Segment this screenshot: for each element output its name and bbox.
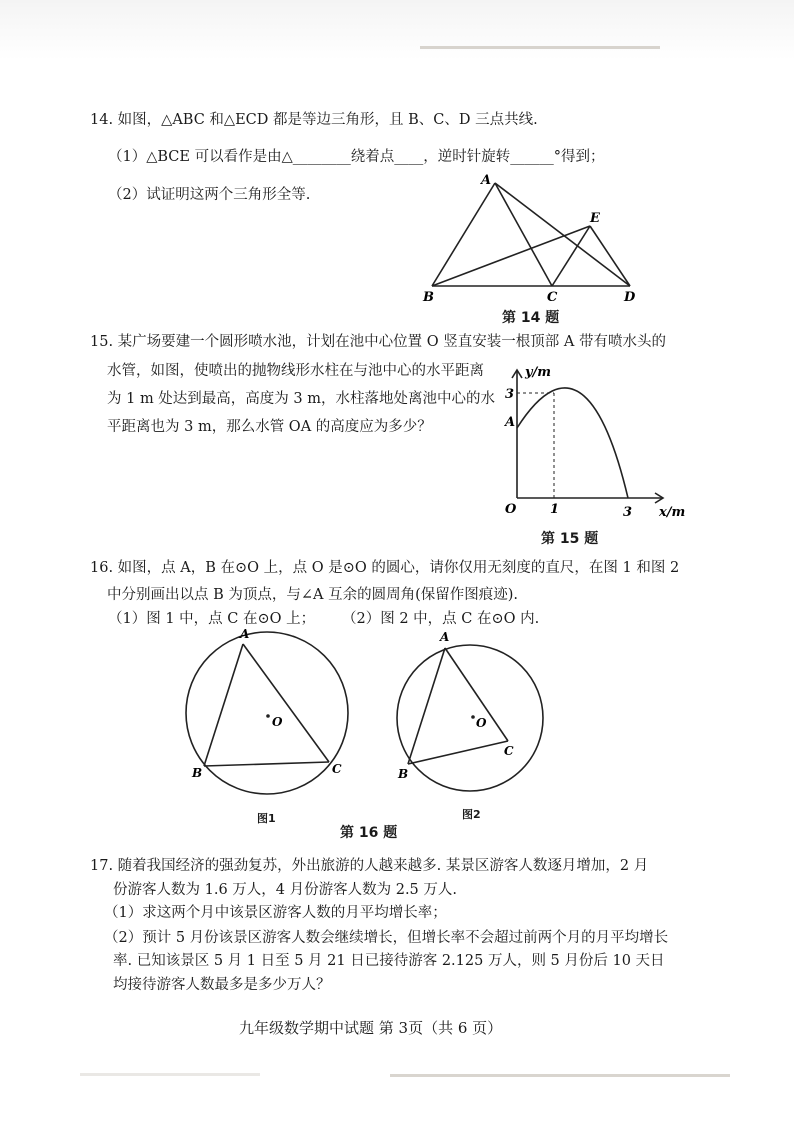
- q14-part1: （1）△BCE 可以看作是由△________绕着点____，逆时针旋转______°得到；: [108, 149, 605, 165]
- q16-part2: （2）图 2 中，点 C 在⊙O 内.: [342, 611, 540, 627]
- fig2-caption: 图2: [462, 808, 481, 821]
- q16-figure-2: [390, 628, 560, 808]
- q17-line1: 17. 随着我国经济的强劲复苏，外出旅游的人越来越多. 某景区游客人数逐月增加，2 月: [90, 858, 649, 874]
- q16-part1: （1）图 1 中，点 C 在⊙O 上；: [108, 611, 316, 627]
- q17-line4: （2）预计 5 月份该景区游客人数会继续增长，但增长率不会超过前两个月的月平均增长: [104, 930, 669, 946]
- q15-xlabel: x/m: [659, 505, 686, 520]
- q17-line3: （1）求这两个月中该景区游客人数的月平均增长率；: [104, 905, 447, 921]
- q15-origin: O: [505, 502, 517, 517]
- q14-label-a: A: [481, 173, 492, 188]
- q17-line5: 率. 已知该景区 5 月 1 日至 5 月 21 日已接待游客 2.125 万人，则 5 月份后 10 天日: [113, 953, 665, 969]
- q15-line1: 15. 某广场要建一个圆形喷水池，计划在池中心位置 O 竖直安装一根顶部 A 带有喷水头的: [90, 334, 666, 350]
- fig2-label-o: O: [476, 716, 487, 730]
- q14-figure: [415, 170, 655, 310]
- fig1-label-c: C: [332, 762, 342, 776]
- q14-label-d: D: [624, 290, 636, 305]
- fig2-label-c: C: [504, 744, 514, 758]
- q17-line2: 份游客人数为 1.6 万人，4 月份游客人数为 2.5 万人.: [113, 882, 457, 898]
- fig2-label-b: B: [398, 767, 409, 781]
- q15-graph: [495, 360, 695, 525]
- q14-caption: 第 14 题: [502, 310, 560, 326]
- q15-line4: 平距离也为 3 m，那么水管 OA 的高度应为多少？: [107, 419, 432, 435]
- q15-point-a: A: [505, 415, 516, 430]
- q14-label-c: C: [547, 290, 558, 305]
- q15-xtick-3: 3: [623, 505, 633, 520]
- q16-line1: 16. 如图，点 A，B 在⊙O 上，点 O 是⊙O 的圆心，请你仅用无刻度的直尺，在图 1 和图 2: [90, 560, 680, 576]
- q14-part2: （2）试证明这两个三角形全等.: [108, 187, 311, 203]
- q17-line6: 均接待游客人数最多是多少万人？: [113, 977, 331, 993]
- q15-ylabel: y/m: [525, 365, 552, 380]
- q15-ytick-3: 3: [505, 387, 515, 402]
- fig1-label-o: O: [272, 715, 283, 729]
- q16-caption: 第 16 题: [340, 825, 398, 841]
- fig1-label-a: A: [240, 628, 250, 641]
- q14-label-b: B: [423, 290, 434, 305]
- fig1-caption: 图1: [257, 812, 276, 825]
- q15-line3: 为 1 m 处达到最高，高度为 3 m，水柱落地处离池中心的水: [107, 391, 495, 407]
- fig2-label-a: A: [440, 630, 450, 644]
- page-footer: 九年级数学期中试题 第 3页（共 6 页）: [239, 1019, 503, 1037]
- q16-line2: 中分别画出以点 B 为顶点，与∠A 互余的圆周角(保留作图痕迹).: [107, 587, 519, 603]
- q15-line2: 水管，如图，使喷出的抛物线形水柱在与池中心的水平距离: [107, 363, 484, 379]
- fig1-label-b: B: [192, 766, 203, 780]
- q14-label-e: E: [590, 211, 600, 226]
- q16-figure-1: [180, 628, 370, 808]
- q15-xtick-1: 1: [550, 502, 560, 517]
- q14-stem: 14. 如图，△ABC 和△ECD 都是等边三角形，且 B、C、D 三点共线.: [90, 112, 538, 128]
- q15-caption: 第 15 题: [541, 531, 599, 547]
